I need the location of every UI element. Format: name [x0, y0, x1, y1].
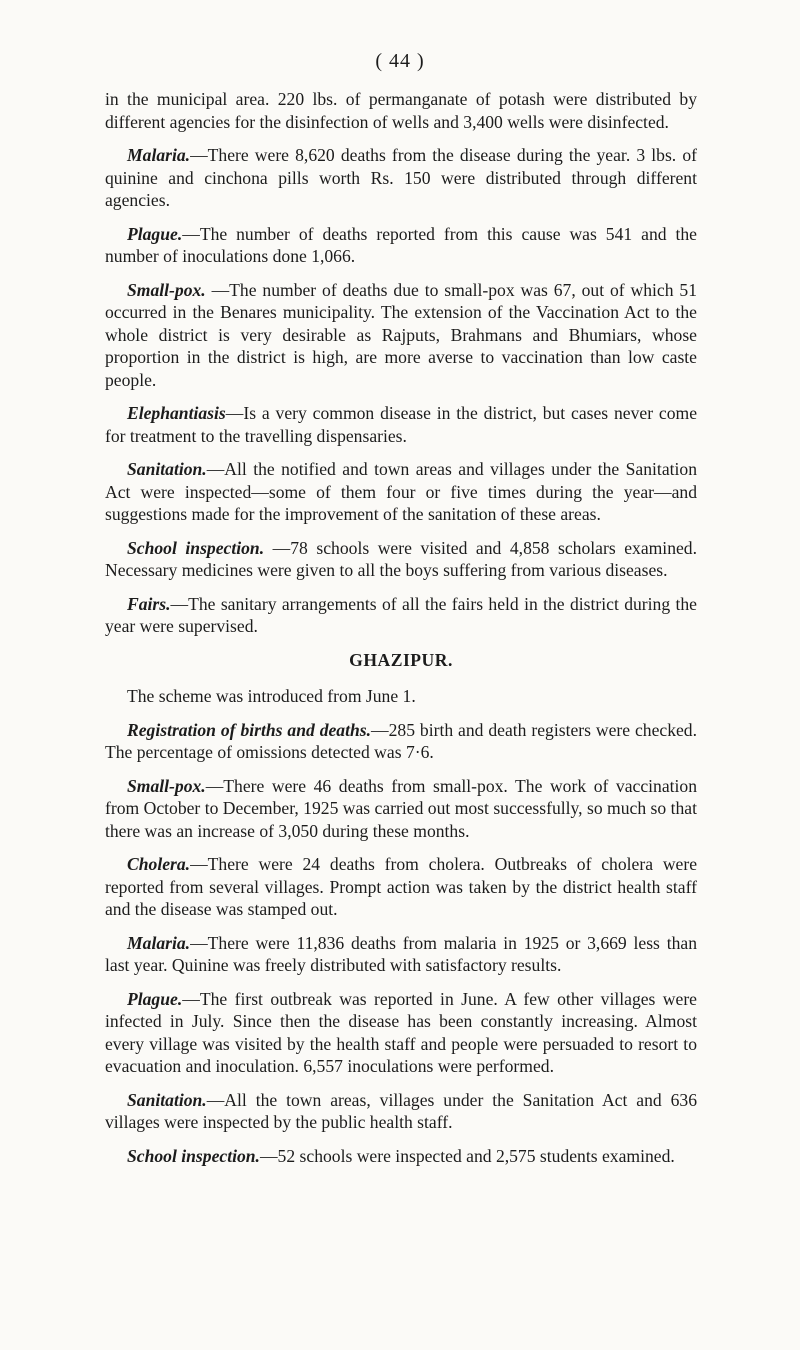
paragraph-text: —There were 46 deaths from small-pox. The work of vaccination from October to December, 1925 was carried out most successfully, so much so that there was an increase of 3,050 during these months. [105, 775, 697, 841]
paragraph-text: —The first outbreak was reported in June. A few other villages were infected in July. Since then the disease has been constantly increasing. Almost every village was visited by the health staff and people were persuaded to resort to evacuation and inoculation. 6,557 inoculations were performed. [105, 988, 697, 1076]
paragraph [105, 144, 697, 212]
paragraph-text: —There were 11,836 deaths from malaria in 1925 or 3,669 less than last year. Quinine was freely distributed with satisfactory results. [105, 932, 697, 975]
section-title: GHAZIPUR. [349, 649, 453, 670]
paragraph [105, 223, 697, 268]
paragraph [105, 988, 697, 1078]
paragraph-text: —The sanitary arrangements of all the fairs held in the district during the year were supervised. [105, 593, 697, 636]
paragraph-text: —285 birth and death registers were checked. The percentage of omissions detected was 7·6. [105, 719, 697, 762]
paragraph-heading: School inspection. [127, 1145, 260, 1166]
paragraph [105, 685, 697, 708]
paragraph-text: —There were 24 deaths from cholera. Outbreaks of cholera were reported from several villages. Prompt action was taken by the district health staff and the disease was stamped out. [105, 854, 697, 919]
paragraph [105, 1145, 697, 1168]
paragraph-heading: Sanitation. [127, 1089, 207, 1110]
paragraph [105, 853, 697, 921]
paragraph [105, 719, 697, 764]
paragraph-text: —Is a very common disease in the district, but cases never come for treatment to the travelling dispensaries. [105, 403, 697, 446]
paragraph [105, 88, 697, 133]
paragraph-heading: Malaria. [127, 932, 191, 953]
paragraph-heading: School inspection. [127, 537, 265, 558]
paragraph-text: —The number of deaths due to small-pox was 67, out of which 51 occurred in the Benares municipality. The extension of the Vaccination Act to the whole district is very desirable as Rajputs, Brahmans and Bhumiars, whose proportion in the district is high, are more averse to vaccination than low caste people. [105, 279, 697, 390]
paragraph [105, 279, 697, 392]
paragraph-text: —52 schools were inspected and 2,575 students examined. [259, 1145, 675, 1166]
paragraph [105, 458, 697, 526]
paragraph [105, 932, 697, 977]
page-number: ( 44 ) [375, 50, 425, 72]
paragraph-heading: Small-pox. [127, 279, 206, 300]
paragraph [105, 402, 697, 447]
paragraph [105, 775, 697, 843]
paragraph-heading: Small-pox. [127, 775, 206, 796]
paragraph-heading: Elephantiasis [127, 403, 226, 423]
paragraph [105, 537, 697, 582]
paragraph-text: —There were 8,620 deaths from the disease during the year. 3 lbs. of quinine and cinchona pills worth Rs. 150 were distributed through different agencies. [105, 145, 697, 210]
paragraph-text: in the municipal area. 220 lbs. of permanganate of potash were distributed by different agencies for the disinfection of wells and 3,400 wells were disinfected. [105, 89, 697, 132]
paragraph-heading: Registration of births and deaths. [127, 719, 372, 740]
paragraph-text: —All the notified and town areas and villages under the Sanitation Act were inspected—some of them four or five times during the year—and suggestions made for the improvement of the sanitation of these areas. [105, 459, 697, 524]
paragraph-text: —The number of deaths reported from this cause was 541 and the number of inoculations done 1,066. [105, 223, 697, 266]
page-body [105, 88, 697, 1178]
paragraph-heading: Plague. [127, 223, 183, 244]
paragraph-heading: Cholera. [127, 854, 191, 874]
paragraph-text: —All the town areas, villages under the Sanitation Act and 636 villages were inspected by the public health staff. [105, 1089, 697, 1132]
paragraph-heading: Plague. [127, 988, 183, 1009]
paragraph-text: —78 schools were visited and 4,858 scholars examined. Necessary medicines were given to all the boys suffering from various diseases. [105, 537, 697, 580]
paragraph-heading: Sanitation. [127, 459, 207, 479]
paragraph-heading: Malaria. [127, 145, 191, 165]
paragraph-heading: Fairs. [127, 593, 171, 614]
paragraph-text: The scheme was introduced from June 1. [127, 686, 416, 706]
paragraph [105, 593, 697, 638]
paragraph [105, 1089, 697, 1134]
